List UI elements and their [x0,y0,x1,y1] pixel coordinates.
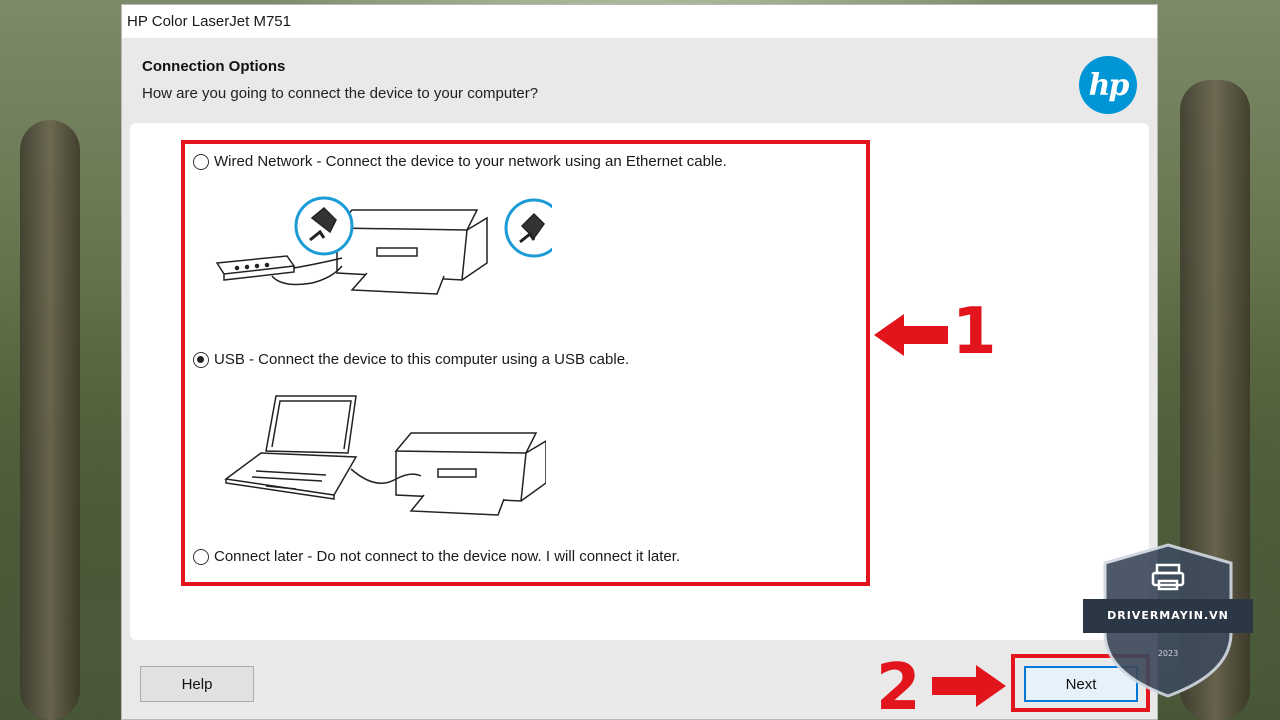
options-panel [130,123,1149,640]
window-title: HP Color LaserJet M751 [122,5,1157,38]
usb-illustration [216,391,546,516]
watermark-badge [1083,543,1253,698]
background-tree [20,120,80,720]
installer-window [121,4,1158,720]
wired-network-illustration [212,188,552,298]
radio-connect-later[interactable] [193,549,209,565]
next-button[interactable]: Next [1024,666,1138,702]
watermark-text: DRIVERMAYIN.VN [1107,609,1229,622]
page-subtitle: How are you going to connect the device to your computer? [142,85,539,102]
step-label-1: 1 [952,295,997,369]
annotation-arrow-right-icon [928,663,1008,709]
option-wired-network[interactable] [193,153,727,170]
option-connect-later[interactable] [193,548,680,565]
radio-usb[interactable] [193,352,209,368]
header [122,38,1157,118]
annotation-arrow-left-icon [872,312,952,358]
hp-logo: hp [1079,56,1137,114]
option-label: Wired Network - Connect the device to your network using an Ethernet cable. [214,153,727,170]
step-label-2: 2 [876,651,921,720]
option-usb[interactable] [193,351,629,368]
watermark-year: 2023 [1157,649,1179,658]
option-label: Connect later - Do not connect to the device now. I will connect it later. [214,548,681,565]
option-label: USB - Connect the device to this computer using a USB cable. [214,351,630,368]
help-button[interactable]: Help [140,666,254,702]
page-title: Connection Options [142,58,286,75]
radio-wired-network[interactable] [193,154,209,170]
